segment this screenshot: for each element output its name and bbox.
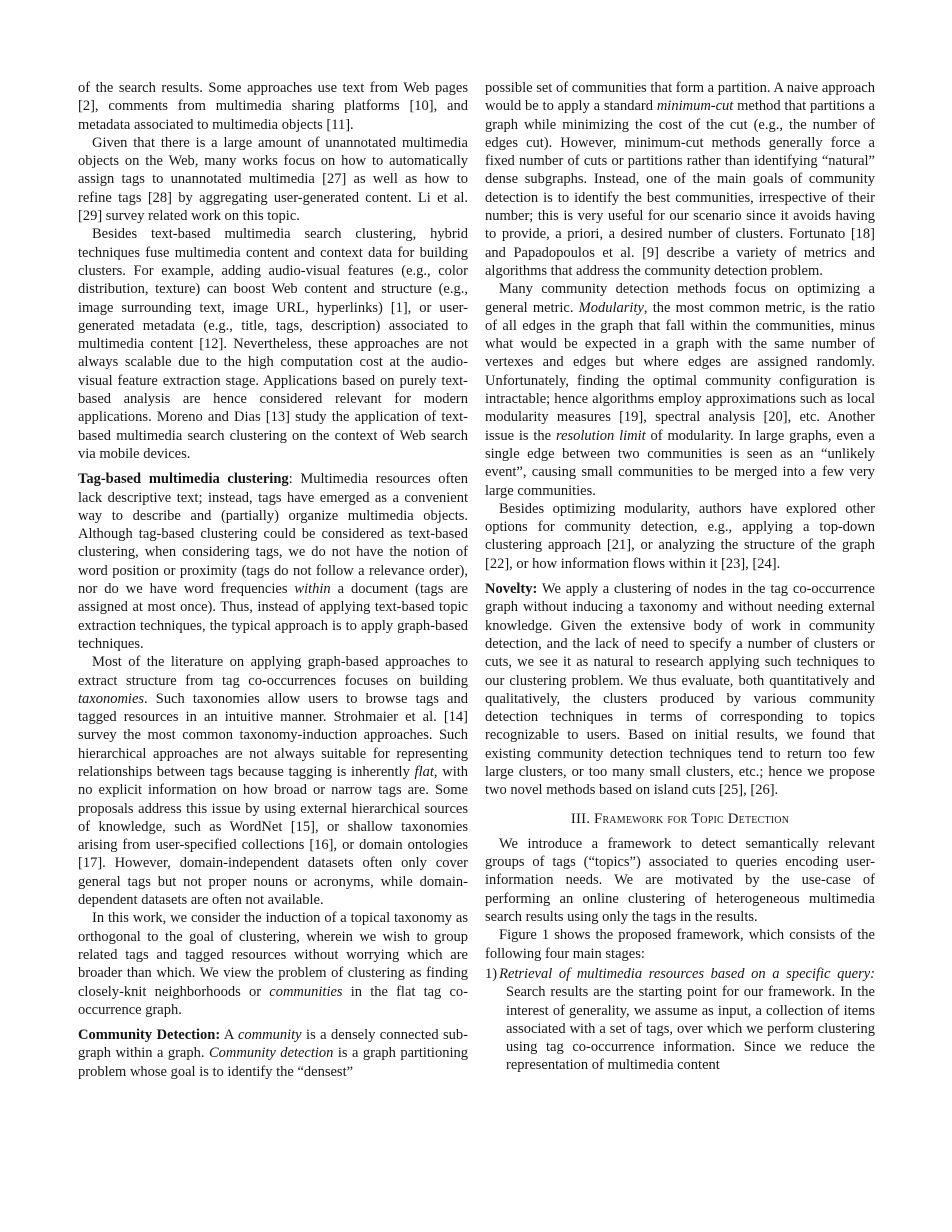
text-segment: Tag-based multimedia clustering [78,471,289,488]
text-segment: possible set of communities that form a partition. A naive approach would be to apply a standard [485,80,875,115]
right-column [485,79,875,1081]
paragraph [78,1026,468,1081]
paragraph [78,79,468,134]
paragraph [485,926,875,963]
paragraph [485,580,875,800]
text-segment: of the search results. Some approaches use text from Web pages [2], comments from multimedia sharing platforms [10], and metadata associated to multimedia objects [11]. [78,80,468,133]
text-segment: a document (tags are assigned at most once). Thus, instead of applying text-based topic extraction techniques, the typical approach is to apply graph-based techniques. [78,581,468,652]
text-segment: flat [414,763,434,780]
text-segment: Figure 1 shows the proposed framework, which consists of the following four main stages: [485,927,875,962]
left-column [78,79,468,1081]
paragraph [78,909,468,1019]
text-segment: We apply a clustering of nodes in the tag co-occurrence graph without inducing a taxonomy and without needing external knowledge. Given the extensive body of work in community detection, and the lack of need to specify a number of clusters or cuts, we see it as natural to research applying such techniques to our clustering problem. We thus evaluate, both quantitatively and qualitatively, the clusters produced by various community detection techniques in terms of corresponding to topics recognizable to users. Based on initial results, we found that existing community detection techniques tend to return too few large clusters, or too many small clusters, etc.; hence we propose two novel methods based on island cuts [25], [26]. [485,581,875,799]
text-segment: Search results are the starting point for our framework. In the interest of generality, we assume as input, a collection of items associated with a set of tags, over which we perform clustering using tag co-occurrence information. Since we reduce the representation of multimedia content [506,984,875,1074]
text-segment: method that partitions a graph while minimizing the cost of the cut (e.g., the number of edges cut). However, minimum-cut methods generally force a fixed number of cuts or partitions rather than identifying “natural” dense subgraphs. Instead, one of the main goals of community detection is to identify the best communities, irrespective of their number; this is very useful for our scenario since it avoids having to provide, a priori, a desired number of clusters. Fortunato [18] and Papadopoulos et al. [9] describe a variety of metrics and algorithms that address the community detection problem. [485,98,875,279]
text-segment: Community Detection: [78,1027,221,1044]
text-segment: in the flat tag co-occurrence graph. [78,983,468,1018]
list-number: 1) [485,965,498,982]
text-segment: Most of the literature on applying graph-based approaches to extract structure from tag co-occurrences focuses on building [78,654,468,689]
list-item [485,965,875,1075]
text-segment: , the most common metric, is the ratio of all edges in the graph that fall within the communities, minus what would be expected in a graph with the same number of vertexes and edges but where edges are assigned randomly. Unfortunately, finding the optimal community configuration is intractable; hence algorithms employ approximations such as local modularity measures [19], spectral analysis [20], etc. Another issue is the [485,299,876,444]
paragraph [485,835,875,926]
text-segment: Novelty: [485,581,538,598]
text-segment: community [237,1027,302,1044]
text-segment: taxonomies [78,690,145,707]
text-segment: Besides optimizing modularity, authors have explored other options for community detection, e.g., applying a top-down clustering approach [21], or analyzing the structure of the graph [22], or how information flows within it [23], [24]. [485,500,875,572]
text-segment: Community detection [208,1045,334,1062]
section-heading: III. Framework for Topic Detection [570,810,790,827]
text-segment: : Multimedia resources often lack descriptive text; instead, tags have emerged as a convenient way to describe and (partially) organize multimedia objects. Although tag-based clustering could be considered as text-based clustering, when considering tags, we do not have the notion of word position or proximity (tags do not follow a relevance order), nor do we have word frequencies [78,471,468,598]
paragraph [78,225,468,463]
text-segment: within [294,581,331,598]
paragraph [78,134,468,225]
text-segment: is a graph partitioning problem whose goal is to identify the “densest” [78,1045,468,1080]
paragraph [485,280,875,500]
text-segment: resolution limit [555,427,646,444]
text-segment: Besides text-based multimedia search clustering, hybrid techniques fuse multimedia content and context data for building clusters. For example, adding audio-visual features (e.g., color distribution, texture) can boost Web content and structure (e.g., image surrounding text, image URL, hyperlinks) [1], or user-generated metadata (e.g., title, tags, description) associated to multimedia content [12]. Nevertheless, these approaches are not always scalable due to the high computation cost at the audio-visual feature extraction stage. Applications based on purely text-based analysis are hence considered relevant for modern applications. Moreno and Dias [13] study the application of text-based multimedia search clustering on the context of Web search via mobile devices. [78,226,468,462]
text-segment: of modularity. In large graphs, even a single edge between two communities is seen as an “unlikely event”, causing small communities to be merged into a few very large communities. [485,427,875,499]
text-segment: minimum-cut [656,98,734,115]
text-segment: communities [269,983,343,1000]
text-segment: . Such taxonomies allow users to browse tags and tagged resources in an intuitive manner. Strohmaier et al. [14] survey the most common taxonomy-induction approaches. Such hierarchical approaches are not always suitable for representing relationships between tags because tagging is inherently [78,690,468,780]
text-segment: We introduce a framework to detect semantically relevant groups of tags (“topics”) associated to queries encoding user-information needs. We are motivated by the use-case of performing an online clustering of heterogeneous multimedia search results using only the tags in the results. [485,835,875,926]
text-segment: Given that there is a large amount of unannotated multimedia objects on the Web, many works focus on how to automatically assign tags to unannotated multimedia [27] as well as how to refine tags [28] by aggregating user-generated content. Li et al. [29] survey related work on this topic. [78,134,468,225]
paragraph [485,500,875,573]
text-segment: is a densely connected sub-graph within a graph. [78,1027,468,1062]
paragraph [485,79,875,280]
paragraph [78,470,468,653]
text-segment: Many community detection methods focus on optimizing a general metric. [485,281,875,316]
text-segment: A [220,1027,238,1044]
text-segment: In this work, we consider the induction of a topical taxonomy as orthogonal to the goal of clustering, wherein we wish to group related tags and tagged resources without worrying which are broader than which. We view the problem of clustering as finding closely-knit neighborhoods or [78,910,468,1000]
text-segment: , with no explicit information on how broad or narrow tags are. Some proposals address this issue by using external hierarchical sources of knowledge, such as WordNet [15], or shallow taxonomies arising from user-specified collections [16], or domain ontologies [17]. However, domain-independent datasets often only cover general tags but not proper nouns or acronyms, while domain-dependent datasets are often not available. [78,763,468,909]
text-segment: Modularity [578,299,644,316]
text-segment: Retrieval of multimedia resources based on a specific query: [499,965,875,982]
paragraph [78,653,468,909]
